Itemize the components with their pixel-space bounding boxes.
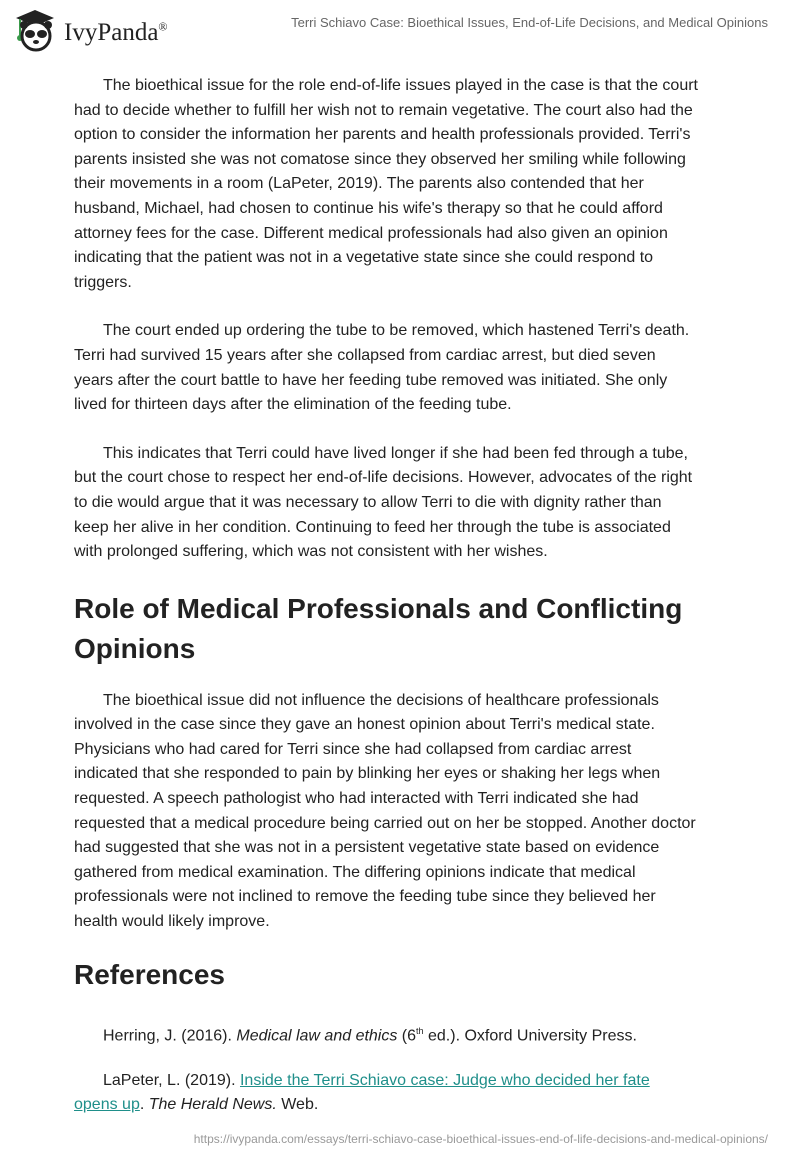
reference-lapeter: LaPeter, L. (2019). Inside the Terri Schiavo case: Judge who decided her fate opens up. The Herald News. Web.	[74, 1071, 650, 1114]
paragraph	[74, 74, 734, 295]
text-line: gathered from medical examination. The differing opinions indicate that medical	[74, 863, 636, 881]
text-line: requested. A speech pathologist who had interacted with Terri indicated she had	[74, 790, 639, 808]
source-url: https://ivypanda.com/essays/terri-schiavo-case-bioethical-issues-end-of-life-decisions-and-medical-opinions/	[193, 1132, 768, 1146]
text-line: indicating that the patient was not in a vegetative state since she could respond to	[74, 249, 654, 267]
text-line: had to decide whether to fulfill her wish not to remain vegetative. The court also had the	[74, 101, 693, 119]
text-line: Physicians who had cared for Terri since she had collapsed from cardiac arrest	[74, 740, 632, 758]
text-line: indicated that she responded to pain by blinking her eyes or shaking her legs when	[74, 765, 661, 783]
text-line: option to consider the information her parents and health professionals provided. Terri's	[74, 126, 691, 144]
reference-link[interactable]: Inside the Terri Schiavo case: Judge who decided her fate	[239, 1071, 650, 1089]
paragraph	[74, 442, 734, 565]
text-line: their movements in a room (LaPeter, 2019). The parents also contended that her	[74, 175, 644, 193]
text-line: but the court chose to respect her end-of-life decisions. However, advocates of the right	[74, 469, 693, 487]
text-line: requested that a medical procedure being carried out on her be stopped. Another doctor	[74, 814, 696, 832]
text-line: lived for thirteen days after the elimination of the feeding tube.	[74, 396, 512, 414]
page-header	[0, 0, 800, 60]
text-line: with prolonged suffering, which was not consistent with her wishes.	[74, 543, 548, 561]
reference-herring: Herring, J. (2016). Medical law and ethics (6th ed.). Oxford University Press.	[103, 1025, 637, 1044]
section-paragraphs	[74, 689, 734, 935]
text-line: had suggested that she was not in a persistent vegetative state based on evidence	[74, 839, 660, 857]
section-paragraphs	[74, 74, 734, 565]
text-line: The bioethical issue for the role end-of-life issues played in the case is that the court	[103, 77, 698, 94]
paragraph	[74, 689, 734, 935]
logo-text: IvyPanda®	[64, 19, 168, 46]
text-line: This indicates that Terri could have lived longer if she had been fed through a tube,	[103, 444, 688, 462]
text-line: health would likely improve.	[74, 913, 270, 931]
paragraph	[74, 319, 734, 417]
references-heading: References	[74, 958, 225, 990]
text-line: parents insisted she was not comatose since they observed her smiling while following	[74, 150, 686, 168]
text-line: The court ended up ordering the tube to be removed, which hastened Terri's death.	[103, 322, 690, 340]
document-title: Terri Schiavo Case: Bioethical Issues, End-of-Life Decisions, and Medical Opinions	[291, 15, 768, 30]
section-heading: Role of Medical Professionals and Conflicting Opinions	[74, 592, 683, 664]
text-line: triggers.	[74, 273, 132, 291]
panda-graduate-icon	[12, 8, 58, 52]
text-line: The bioethical issue did not influence the decisions of healthcare professionals	[103, 691, 659, 709]
text-line: Terri had survived 15 years after she collapsed from cardiac arrest, but died seven	[74, 346, 656, 364]
text-line: professionals were not inclined to remove the feeding tube since they believed her	[74, 888, 656, 906]
text-line: involved in the case since they gave an honest opinion about Terri's medical state.	[74, 716, 655, 734]
text-line: years after the court battle to have her feeding tube removed was initiated. She only	[74, 371, 668, 389]
ivypanda-logo[interactable]	[12, 8, 168, 52]
text-line: to die would argue that it was necessary to allow Terri to die with dignity rather than	[74, 493, 662, 511]
text-line: husband, Michael, had chosen to continue his wife's therapy so that he could afford	[74, 199, 663, 217]
reference-link-continued[interactable]: opens up	[74, 1096, 140, 1114]
text-line: keep her alive in her condition. Continuing to feed her through the tube is associated	[74, 518, 671, 536]
essay-content	[74, 74, 734, 1138]
text-line: attorney fees for the case. Different medical professionals had also given an opinion	[74, 224, 668, 242]
